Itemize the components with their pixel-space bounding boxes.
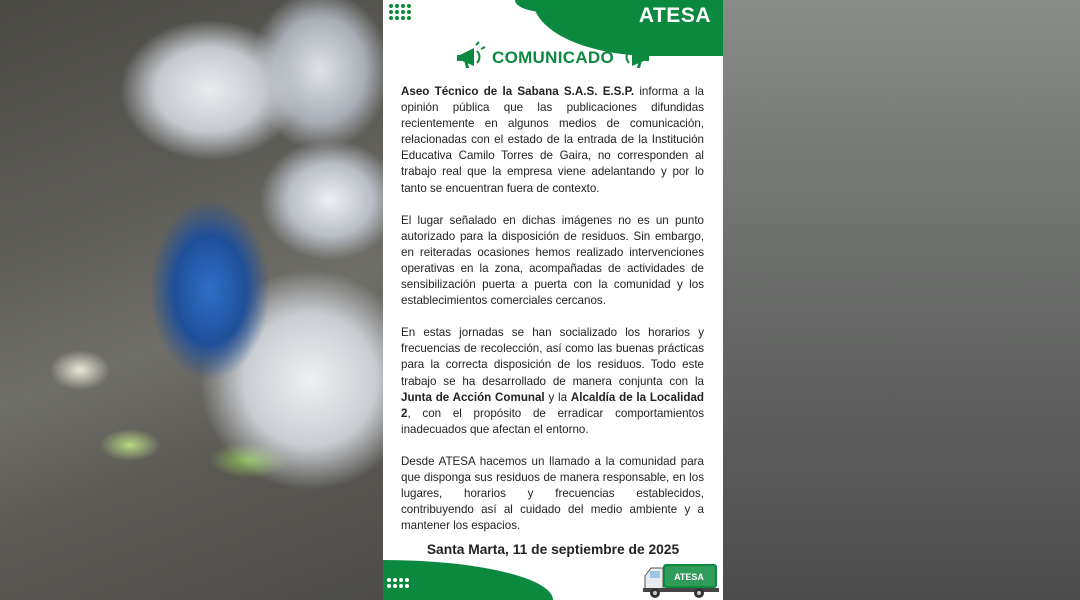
paragraph-3-text-a: En estas jornadas se han socializado los horarios y frecuencias de recolección, así como las buenas prácticas para la correcta disposición de los residuos. Todo este trabajo se ha desarrollado de manera conjunta con la <box>401 326 704 388</box>
paragraph-3-text-c: y la <box>544 390 571 404</box>
background-photo-right <box>723 0 1080 600</box>
junta-name: Junta de Acción Comunal <box>401 390 545 404</box>
dot-pattern-decoration <box>387 578 409 588</box>
headline: COMUNICADO <box>492 48 614 67</box>
paragraph-2: El lugar señalado en dichas imágenes no es un punto autorizado para la disposición de residuos. Sin embargo, en reiteradas ocasiones hemos realizado intervenciones operativas en la zona, acompañadas de actividades de sensibilización puerta a puerta con la comunidad y los establecimientos comerciales cercanos. <box>401 213 704 308</box>
date-line: Santa Marta, 11 de septiembre de 2025 <box>426 542 680 557</box>
paragraph-4: Desde ATESA hacemos un llamado a la comunidad para que disponga sus residuos de manera responsable, en los lugares, horarios y frecuencias establecidos, contribuyendo así al cuidado del medio ambiente y a mantener los espacios. <box>401 454 704 533</box>
headline-row <box>383 41 723 75</box>
dot-pattern-decoration <box>533 0 555 4</box>
dot-pattern-decoration <box>389 4 411 20</box>
paragraph-3 <box>401 325 704 438</box>
garbage-truck-icon <box>641 560 721 600</box>
statement-card <box>383 0 723 600</box>
company-name: Aseo Técnico de la Sabana S.A.S. E.S.P. <box>401 85 635 98</box>
statement-body <box>401 84 704 550</box>
alcaldia-name: Alcaldía de la Localidad 2 <box>401 390 705 420</box>
paragraph-1 <box>401 84 704 197</box>
brand-logo: ATESA <box>638 4 711 27</box>
truck-label: ATESA <box>674 572 704 582</box>
background-photo-left <box>0 0 383 600</box>
megaphone-icon <box>454 41 488 75</box>
megaphone-icon <box>618 41 652 75</box>
paragraph-3-text-d: , con el propósito de erradicar comportamientos inadecuados que afectan el entorno. <box>401 406 704 436</box>
paragraph-1-text: informa a la opinión pública que las publicaciones difundidas recientemente en algunos medios de comunicación, relacionadas con el estado de la entrada de la Institución Educativa Camilo Torres de Gaira, no corresponden al trabajo real que la empresa viene adelantando y por lo tanto se encuentran fuera de contexto. <box>401 85 705 195</box>
